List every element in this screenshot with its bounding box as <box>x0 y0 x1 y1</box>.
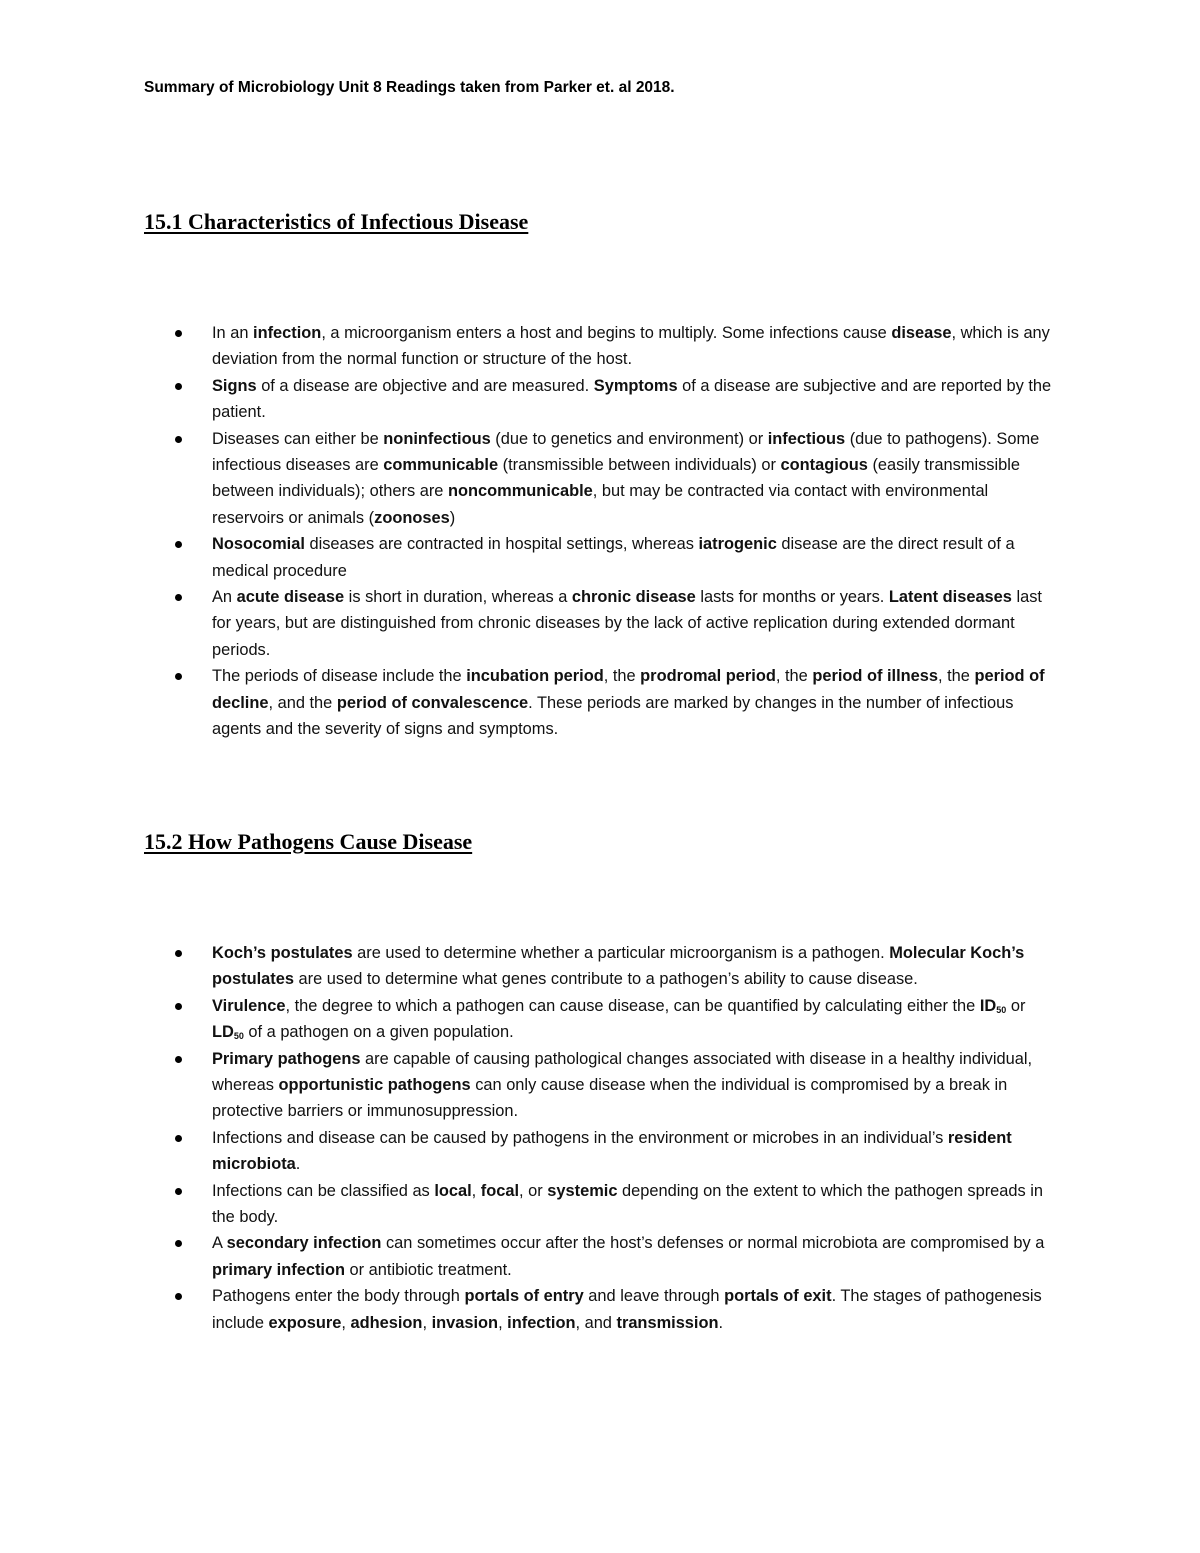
list-item <box>0 1046 1060 1125</box>
text-run: The periods of disease include the <box>212 667 467 686</box>
text-run: , the <box>775 667 813 686</box>
text-run: , <box>498 1313 508 1332</box>
bold-term: chronic disease <box>571 588 696 607</box>
text-run: , <box>341 1313 351 1332</box>
list-item <box>0 426 1060 532</box>
bold-term: disease <box>891 324 952 342</box>
list-item-text <box>212 320 1060 373</box>
text-run: (easily transmissible between individuals); others are <box>212 456 1021 501</box>
bold-term: infection <box>507 1313 576 1332</box>
text-run: of a disease are subjective and are reported by the patient. <box>212 376 1052 422</box>
text-run: disease are the direct result of a medical procedure <box>212 535 1015 580</box>
bold-term: ID <box>979 996 997 1015</box>
bold-term: opportunistic pathogens <box>278 1076 471 1095</box>
text-run: last for years, but are distinguished from chronic diseases by the lack of active replication during extended dormant periods. <box>212 588 1042 659</box>
list-item <box>0 940 1060 993</box>
bullet-dot-icon <box>175 330 182 337</box>
bold-term: prodromal period <box>640 667 776 686</box>
bold-term: incubation period <box>466 667 604 686</box>
document-title: Summary of Microbiology Unit 8 Readings taken from Parker et. al 2018. <box>144 79 675 96</box>
list-item <box>0 1283 1060 1336</box>
text-run: . These periods are marked by changes in the number of infectious agents and the severity of signs and symptoms. <box>212 693 1014 739</box>
text-run: (due to genetics and environment) or <box>490 429 768 448</box>
bold-term: Symptoms <box>593 376 678 395</box>
bold-term: Koch’s postulates <box>212 944 353 962</box>
bullet-dot-icon <box>175 1003 182 1010</box>
text-run: . <box>718 1313 724 1332</box>
bold-term: infectious <box>767 429 846 448</box>
bullet-dot-icon <box>175 950 182 957</box>
text-run: , which is any deviation from the normal function or structure of the host. <box>212 324 1050 369</box>
text-run: (due to pathogens). Some infectious diseases are <box>212 429 1040 475</box>
bold-term: 50 <box>996 1004 1007 1015</box>
text-run: A <box>212 1234 227 1253</box>
bold-term: period of decline <box>212 667 1045 712</box>
bold-term: adhesion <box>350 1313 423 1332</box>
bullet-dot-icon <box>175 673 182 680</box>
bold-term: Nosocomial <box>212 535 305 554</box>
list-item <box>0 1125 1060 1178</box>
text-run: are used to determine what genes contribute to a pathogen’s ability to cause disease. <box>293 970 918 989</box>
list-item-text <box>212 1125 1060 1178</box>
text-run: . The stages of pathogenesis include <box>212 1287 1042 1332</box>
text-run: , the <box>603 667 641 686</box>
text-run: or antibiotic treatment. <box>344 1260 512 1279</box>
list-item <box>0 1230 1060 1283</box>
text-run: can only cause disease when the individual is compromised by a break in protective barriers or immunosuppression. <box>212 1076 1008 1121</box>
bold-term: Virulence <box>212 996 286 1015</box>
bold-term: secondary infection <box>226 1234 382 1253</box>
bullet-dot-icon <box>175 594 182 601</box>
list-item-text <box>212 1046 1060 1125</box>
list-item-text <box>212 426 1060 532</box>
text-run: are used to determine whether a particular microorganism is a pathogen. <box>352 944 890 962</box>
bold-term: transmission <box>616 1313 719 1332</box>
text-run: lasts for months or years. <box>695 588 889 607</box>
list-item-text <box>212 584 1060 663</box>
list-item <box>0 320 1060 373</box>
list-item <box>0 1178 1060 1231</box>
text-run: Infections and disease can be caused by pathogens in the environment or microbes in an individual’s <box>212 1128 948 1147</box>
bold-term: Latent diseases <box>888 588 1012 607</box>
list-item-text <box>212 993 1060 1046</box>
bold-term: noninfectious <box>383 429 491 448</box>
bold-term: period of convalescence <box>336 693 529 712</box>
bold-term: portals of entry <box>464 1287 584 1306</box>
text-run: , but may be contracted via contact with environmental reservoirs or animals ( <box>212 482 989 527</box>
bullet-list-15-2 <box>0 940 1200 1336</box>
list-item-text <box>212 1283 1060 1336</box>
text-run: , and the <box>268 693 337 712</box>
list-item <box>0 663 1060 742</box>
bold-term: infection <box>253 324 322 342</box>
bullet-dot-icon <box>175 1056 182 1063</box>
text-run: depending on the extent to which the pathogen spreads in the body. <box>212 1181 1044 1227</box>
bullet-dot-icon <box>175 541 182 548</box>
text-run: of a disease are objective and are measured. <box>256 376 594 395</box>
bullet-dot-icon <box>175 1293 182 1300</box>
text-run: diseases are contracted in hospital settings, whereas <box>304 535 699 554</box>
text-run: or <box>1006 996 1026 1015</box>
bold-term: noncommunicable <box>447 482 593 501</box>
bold-term: iatrogenic <box>698 535 777 554</box>
bold-term: 50 <box>233 1031 244 1042</box>
text-run: In an <box>212 324 254 342</box>
bold-term: portals of exit <box>724 1287 832 1306</box>
list-item <box>0 373 1060 426</box>
text-run: Pathogens enter the body through <box>212 1287 465 1306</box>
text-run: , or <box>519 1181 548 1200</box>
bold-term: contagious <box>780 456 868 475</box>
text-run: . <box>295 1155 301 1174</box>
text-run: , the <box>938 667 975 686</box>
bold-term: primary infection <box>212 1260 345 1279</box>
bold-term: resident microbiota <box>212 1128 1012 1174</box>
text-run: An <box>212 588 237 607</box>
text-run: can sometimes occur after the host’s defenses or normal microbiota are compromised by a <box>381 1234 1045 1253</box>
text-run: , the degree to which a pathogen can cause disease, can be quantified by calculating either the <box>285 996 980 1015</box>
bold-term: zoonoses <box>374 508 450 527</box>
bold-term: period of illness <box>812 667 938 686</box>
bullet-list-15-1 <box>0 320 1200 743</box>
bullet-dot-icon <box>175 1135 182 1142</box>
list-item <box>0 531 1060 584</box>
section-heading-15-2: 15.2 How Pathogens Cause Disease <box>144 829 473 854</box>
text-run: , a microorganism enters a host and begins to multiply. Some infections cause <box>321 324 892 342</box>
text-run: are capable of causing pathological changes associated with disease in a healthy individual, whereas <box>212 1049 1033 1095</box>
text-run: and leave through <box>583 1287 725 1306</box>
bold-term: invasion <box>431 1313 499 1332</box>
text-run: of a pathogen on a given population. <box>243 1023 514 1042</box>
section-heading-15-1: 15.1 Characteristics of Infectious Disease <box>144 209 529 234</box>
text-run: is short in duration, whereas a <box>344 588 572 607</box>
text-run: , and <box>575 1313 617 1332</box>
bold-term: local <box>434 1181 472 1200</box>
bullet-dot-icon <box>175 383 182 390</box>
bold-term: systemic <box>547 1181 618 1200</box>
list-item-text <box>212 531 1060 584</box>
text-run: , <box>471 1181 481 1200</box>
bullet-dot-icon <box>175 1240 182 1247</box>
text-run: Infections can be classified as <box>212 1181 435 1200</box>
bold-term: acute disease <box>236 588 345 607</box>
bold-term: Signs <box>212 376 257 395</box>
text-run: , <box>422 1313 432 1332</box>
list-item-text <box>212 663 1060 742</box>
bold-term: Molecular Koch’s postulates <box>212 944 1025 989</box>
text-run: Diseases can either be <box>212 429 384 448</box>
bold-term: focal <box>480 1181 520 1200</box>
bold-term: exposure <box>268 1313 342 1332</box>
bold-term: LD <box>212 1023 234 1042</box>
list-item <box>0 993 1060 1046</box>
bold-term: communicable <box>383 456 499 475</box>
bullet-dot-icon <box>175 1188 182 1195</box>
list-item-text <box>212 1230 1060 1283</box>
list-item-text <box>212 1178 1060 1231</box>
bullet-dot-icon <box>175 436 182 443</box>
list-item <box>0 584 1060 663</box>
list-item-text <box>212 373 1060 426</box>
text-run: (transmissible between individuals) or <box>498 456 781 475</box>
bold-term: Primary pathogens <box>212 1049 361 1068</box>
text-run: ) <box>449 508 456 527</box>
list-item-text <box>212 940 1060 993</box>
